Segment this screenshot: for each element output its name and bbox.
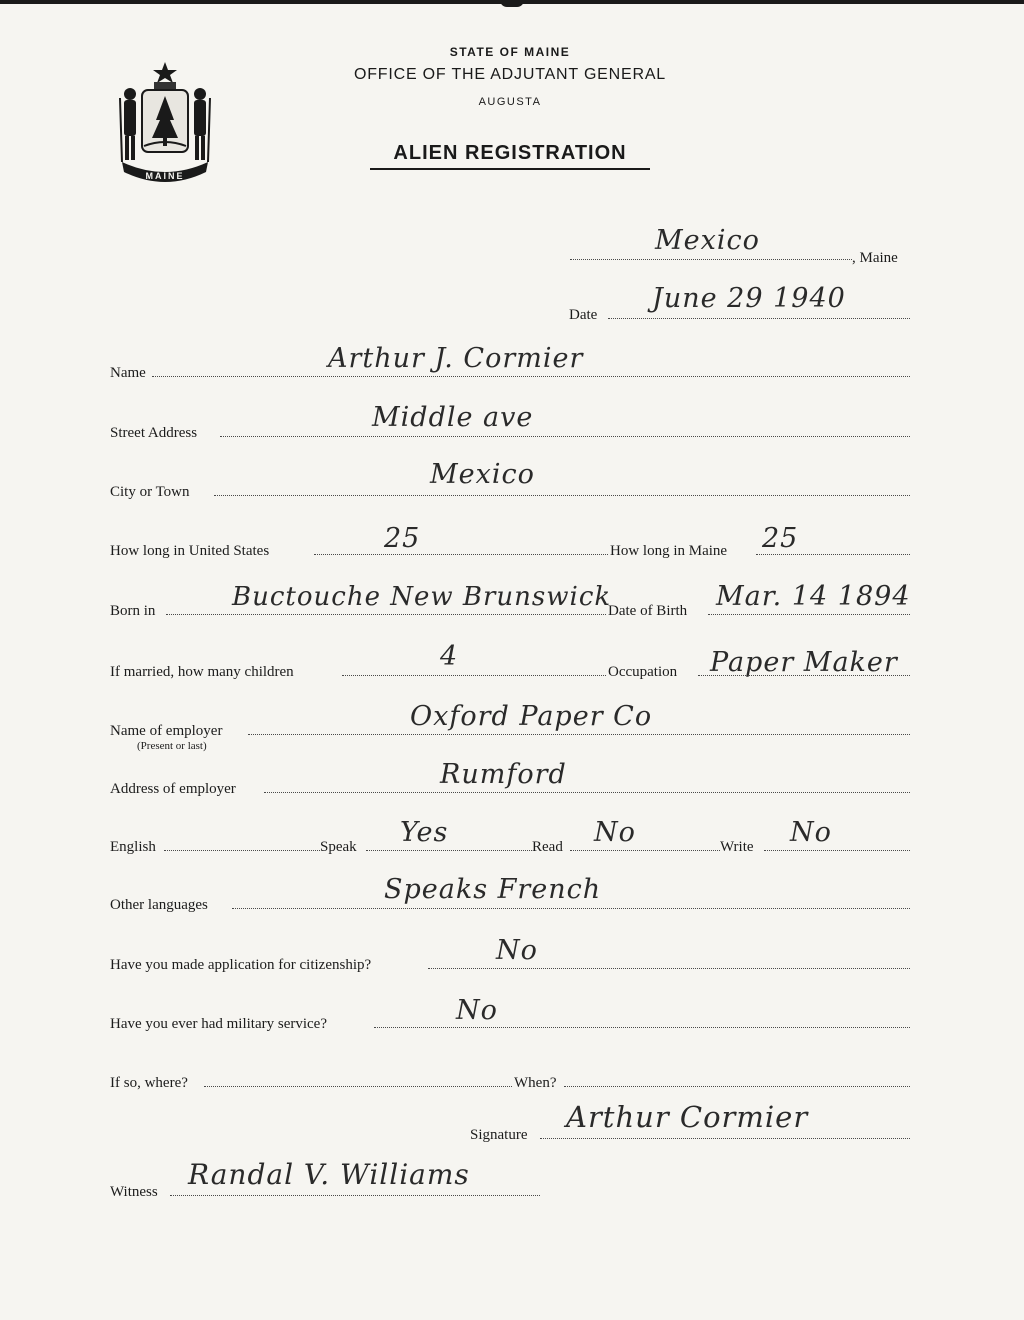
witness-label: Witness — [110, 1184, 158, 1200]
employer-sublabel: (Present or last) — [137, 740, 207, 752]
us-value: 25 — [384, 523, 421, 554]
maine-suffix: , Maine — [852, 250, 898, 266]
born-value: Buctouche New Brunswick — [232, 582, 612, 612]
header-state: STATE OF MAINE — [449, 45, 571, 59]
military-dotted-line — [374, 1027, 910, 1028]
maine-dotted-line — [756, 554, 910, 555]
city-label: City or Town — [110, 484, 190, 500]
employer-value: Oxford Paper Co — [410, 701, 653, 732]
speak-label: Speak — [320, 839, 357, 855]
header-office: OFFICE OF THE ADJUTANT GENERAL — [353, 66, 667, 83]
children-label: If married, how many children — [110, 664, 294, 680]
dob-dotted-line — [708, 614, 910, 615]
employer-dotted-line — [248, 734, 910, 735]
born-dotted-line — [166, 614, 606, 615]
header-city: AUGUSTA — [478, 96, 542, 108]
speak-dotted-line — [366, 850, 532, 851]
witness-value: Randal V. Williams — [188, 1158, 470, 1191]
name-value: Arthur J. Cormier — [328, 343, 584, 374]
dob-value: Mar. 14 1894 — [716, 581, 911, 612]
date-dotted-line — [608, 318, 910, 319]
where-label: If so, where? — [110, 1075, 188, 1091]
english-label: English — [110, 839, 156, 855]
signature-label: Signature — [470, 1127, 528, 1143]
city-value: Mexico — [430, 459, 535, 490]
occupation-value: Paper Maker — [710, 647, 898, 678]
other-languages-label: Other languages — [110, 897, 208, 913]
us-label: How long in United States — [110, 543, 270, 559]
maine-label: How long in Maine — [610, 543, 728, 559]
citizenship-dotted-line — [428, 968, 910, 969]
read-label: Read — [532, 839, 563, 855]
street-dotted-line — [220, 436, 910, 437]
read-dotted-line — [570, 850, 720, 851]
other-languages-dotted-line — [232, 908, 910, 909]
employer-address-value: Rumford — [440, 759, 567, 790]
read-value: No — [594, 817, 636, 848]
city-dotted-line — [214, 495, 910, 496]
street-value: Middle ave — [372, 402, 534, 433]
children-dotted-line — [342, 675, 606, 676]
title-underline — [370, 168, 650, 170]
name-dotted-line — [152, 376, 910, 377]
name-label: Name — [110, 365, 146, 381]
where-dotted-line — [204, 1086, 512, 1087]
write-label: Write — [720, 839, 754, 855]
employer-address-label: Address of employer — [110, 781, 236, 797]
when-label: When? — [514, 1075, 557, 1091]
speak-value: Yes — [400, 817, 449, 848]
other-languages-value: Speaks French — [384, 874, 602, 905]
maine-value: 25 — [762, 523, 799, 554]
english-dotted-line — [164, 850, 320, 851]
write-dotted-line — [764, 850, 910, 851]
town-value: Mexico — [655, 225, 760, 256]
when-dotted-line — [564, 1086, 910, 1087]
employer-label: Name of employer — [110, 723, 223, 739]
born-label: Born in — [110, 603, 156, 619]
occupation-label: Occupation — [608, 664, 678, 680]
date-value: June 29 1940 — [652, 283, 846, 314]
top-notch — [500, 0, 524, 7]
form-title: ALIEN REGISTRATION — [393, 142, 627, 164]
write-value: No — [790, 817, 832, 848]
street-label: Street Address — [110, 425, 198, 441]
citizenship-label: Have you made application for citizenship? — [110, 957, 372, 973]
dob-label: Date of Birth — [608, 603, 688, 619]
us-dotted-line — [314, 554, 608, 555]
signature-dotted-line — [540, 1138, 910, 1139]
maine-state-seal-icon — [110, 58, 220, 188]
witness-dotted-line — [170, 1195, 540, 1196]
military-value: No — [456, 995, 498, 1026]
svg-text:MAINE: MAINE — [145, 171, 185, 181]
signature-value: Arthur Cormier — [566, 1100, 809, 1134]
date-label: Date — [569, 307, 598, 323]
children-value: 4 — [440, 641, 459, 672]
employer-address-dotted-line — [264, 792, 910, 793]
citizenship-value: No — [496, 935, 538, 966]
military-label: Have you ever had military service? — [110, 1016, 327, 1032]
town-dotted-line — [570, 259, 852, 260]
